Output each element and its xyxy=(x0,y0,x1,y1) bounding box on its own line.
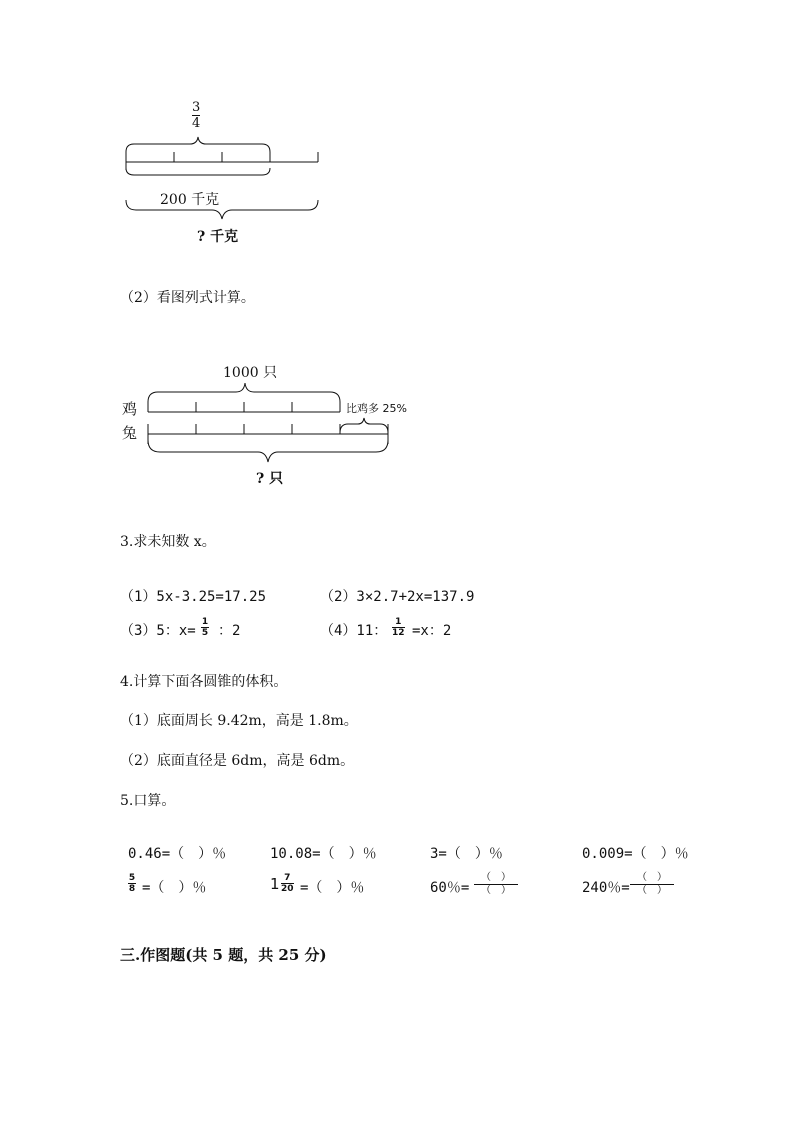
mental-math-2: 10.08=（ ）％ xyxy=(270,846,377,862)
section3-title: 3.求未知数 x。 xyxy=(120,534,216,550)
cone-problem-2: （2）底面直径是 6dm，高是 6dm。 xyxy=(120,753,355,769)
equation-4-fraction xyxy=(392,617,405,638)
mental-math-6-suffix: =（ ）％ xyxy=(300,880,365,896)
mental-math-6-den: 20 xyxy=(281,884,294,894)
mental-math-4: 0.009=（ ）％ xyxy=(582,846,689,862)
section5-title: 5.口算。 xyxy=(120,793,176,809)
mental-math-7-fraction xyxy=(474,873,518,896)
diagram2-question-label: ? 只 xyxy=(256,471,284,487)
equation-3-suffix: ：2 xyxy=(218,623,241,639)
diagram2-top-brace xyxy=(148,383,340,402)
diagram1-question-label: ? 千克 xyxy=(197,229,239,245)
equation-4-suffix: =x：2 xyxy=(412,623,452,639)
diagram1-frac-num: 3 xyxy=(192,100,201,115)
q2-2-label: （2）看图列式计算。 xyxy=(120,290,255,306)
mental-math-6-num: 7 xyxy=(284,873,291,883)
mental-math-7-prefix: 60％= xyxy=(430,880,470,896)
diagram2-top-label: 1000 只 xyxy=(223,365,278,381)
section4-title: 4.计算下面各圆锥的体积。 xyxy=(120,674,288,690)
mental-math-7-num: （ ） xyxy=(481,872,511,883)
mental-math-6-fraction xyxy=(281,873,294,894)
equation-1: （1）5x-3.25=17.25 xyxy=(120,589,267,605)
equation-3-frac-num: 1 xyxy=(201,617,209,627)
mental-math-3: 3=（ ）％ xyxy=(430,846,503,862)
diagram1-frac-den: 4 xyxy=(192,116,201,131)
mental-math-5-num: 5 xyxy=(128,873,136,883)
diagram1-bottom-label: 200 千克 xyxy=(160,192,220,208)
section-heading: 三.作图题(共 5 题，共 25 分) xyxy=(120,946,327,964)
equation-3-fraction xyxy=(201,617,209,638)
cone-problem-1: （1）底面周长 9.42m，高是 1.8m。 xyxy=(120,713,358,729)
equation-2: （2）3×2.7+2x=137.9 xyxy=(320,589,475,605)
mental-math-5-suffix: =（ ）％ xyxy=(142,880,207,896)
mental-math-1: 0.46=（ ）％ xyxy=(128,846,227,862)
equation-4-prefix: （4）11： xyxy=(320,623,388,639)
mental-math-5-den: 8 xyxy=(128,884,136,894)
mental-math-5-fraction xyxy=(128,873,136,894)
mental-math-8-den: （ ） xyxy=(637,885,667,896)
equation-3-frac-den: 5 xyxy=(201,628,209,638)
equation-4-frac-num: 1 xyxy=(395,617,402,627)
mental-math-8-num: （ ） xyxy=(637,872,667,883)
chicken-label: 鸡 xyxy=(122,400,138,418)
diagram2-bottom-brace xyxy=(148,440,388,462)
diagram2-extra-brace xyxy=(340,418,388,433)
equation-3-prefix: （3）5：x= xyxy=(120,623,196,639)
diagram2-side-label: 比鸡多 25% xyxy=(346,402,407,415)
rabbit-label: 兔 xyxy=(122,424,138,442)
mental-math-6-whole: 1 xyxy=(270,875,280,893)
mental-math-8-prefix: 240％= xyxy=(582,880,630,896)
mental-math-7-den: （ ） xyxy=(481,885,511,896)
equation-4-frac-den: 12 xyxy=(392,628,405,638)
mental-math-8-fraction xyxy=(630,873,674,896)
